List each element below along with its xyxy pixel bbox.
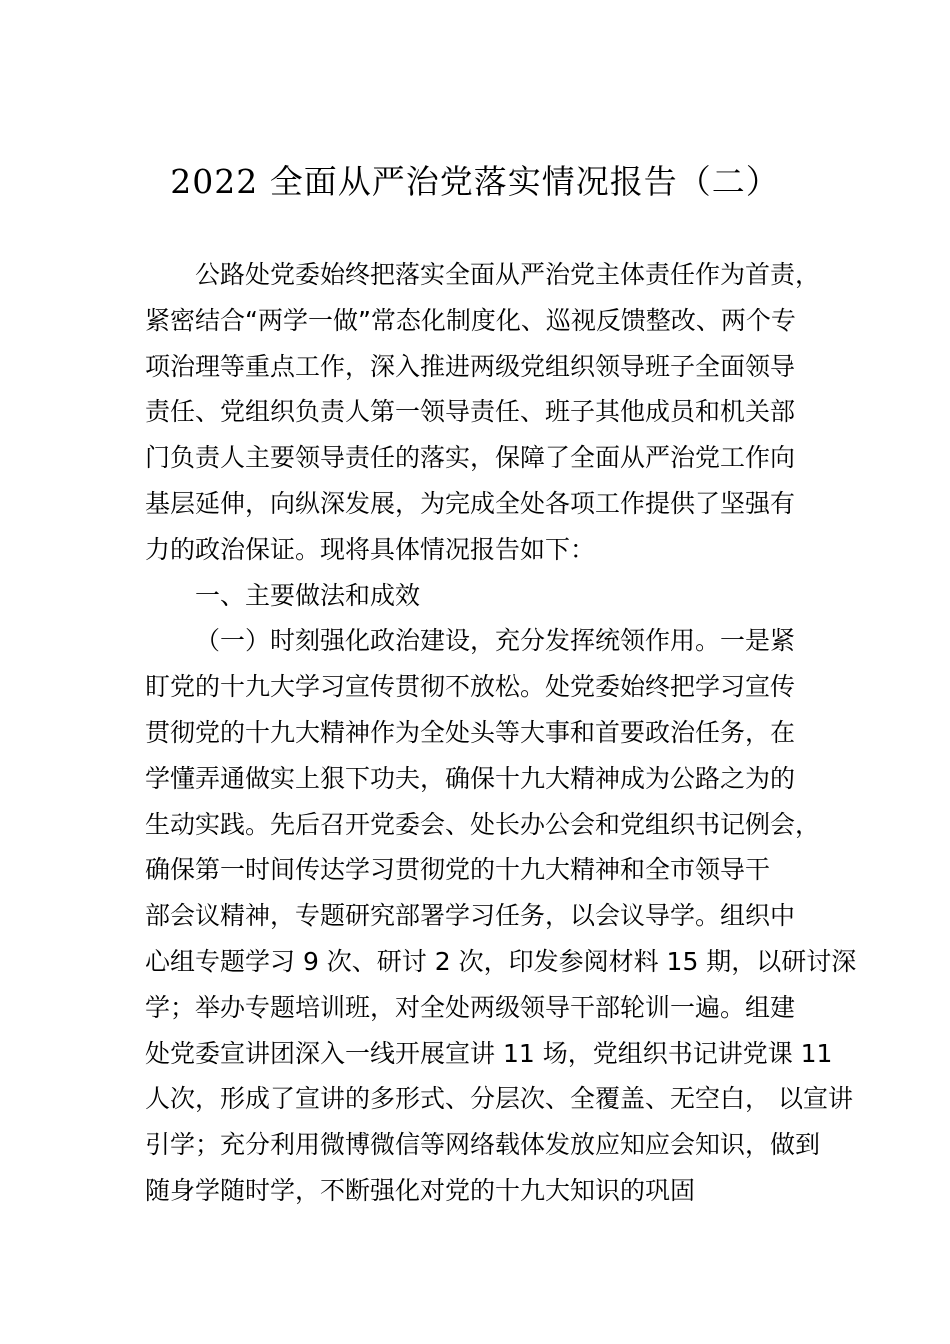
body-line: 门负责人主要领导责任的落实，保障了全面从严治党工作向 [145, 443, 796, 473]
body-line: 项治理等重点工作，深入推进两级党组织领导班子全面领导 [145, 351, 796, 381]
body-line: 学；举办专题培训班，对全处两级领导干部轮训一遍。组建 [145, 992, 796, 1022]
document-body [145, 252, 857, 1214]
body-line: 盯党的十九大学习宣传贯彻不放松。处党委始终把学习宣传 [145, 672, 796, 702]
body-line: 确保第一时间传达学习贯彻党的十九大精神和全市领导干 [145, 855, 771, 885]
body-line: 引学；充分利用微博微信等网络载体发放应知应会知识，做到 [145, 1130, 821, 1160]
body-line: 公路处党委始终把落实全面从严治党主体责任作为首责， [195, 260, 821, 289]
body-line: （一）时刻强化政治建设，充分发挥统领作用。一是紧 [195, 626, 796, 656]
body-line: 部会议精神，专题研究部署学习任务，以会议导学。组织中 [145, 901, 796, 931]
body-line: 处党委宣讲团深入一线开展宣讲 11 场，党组织书记讲党课 11 [145, 1038, 833, 1068]
body-line: 学懂弄通做实上狠下功夫，确保十九大精神成为公路之为的 [145, 763, 796, 793]
body-line: 紧密结合“两学一做”常态化制度化、巡视反馈整改、两个专 [145, 305, 796, 335]
body-line: 随身学随时学，不断强化对党的十九大知识的巩固 [145, 1175, 696, 1205]
body-line: 贯彻党的十九大精神作为全处头等大事和首要政治任务，在 [145, 717, 796, 747]
document-title: 2022 全面从严治党落实情况报告（二） [170, 162, 780, 201]
body-line: 力的政治保证。现将具体情况报告如下： [145, 534, 596, 564]
body-line: 心组专题学习 9 次、研讨 2 次，印发参阅材料 15 期，以研讨深 [145, 946, 857, 976]
section-heading: 一、主要做法和成效 [195, 580, 421, 610]
body-line: 人次，形成了宣讲的多形式、分层次、全覆盖、无空白， 以宣讲 [145, 1084, 853, 1114]
body-line: 生动实践。先后召开党委会、处长办公会和党组织书记例会， [145, 809, 821, 839]
body-line: 责任、党组织负责人第一领导责任、班子其他成员和机关部 [145, 397, 796, 427]
body-line: 基层延伸，向纵深发展，为完成全处各项工作提供了坚强有 [145, 488, 796, 518]
